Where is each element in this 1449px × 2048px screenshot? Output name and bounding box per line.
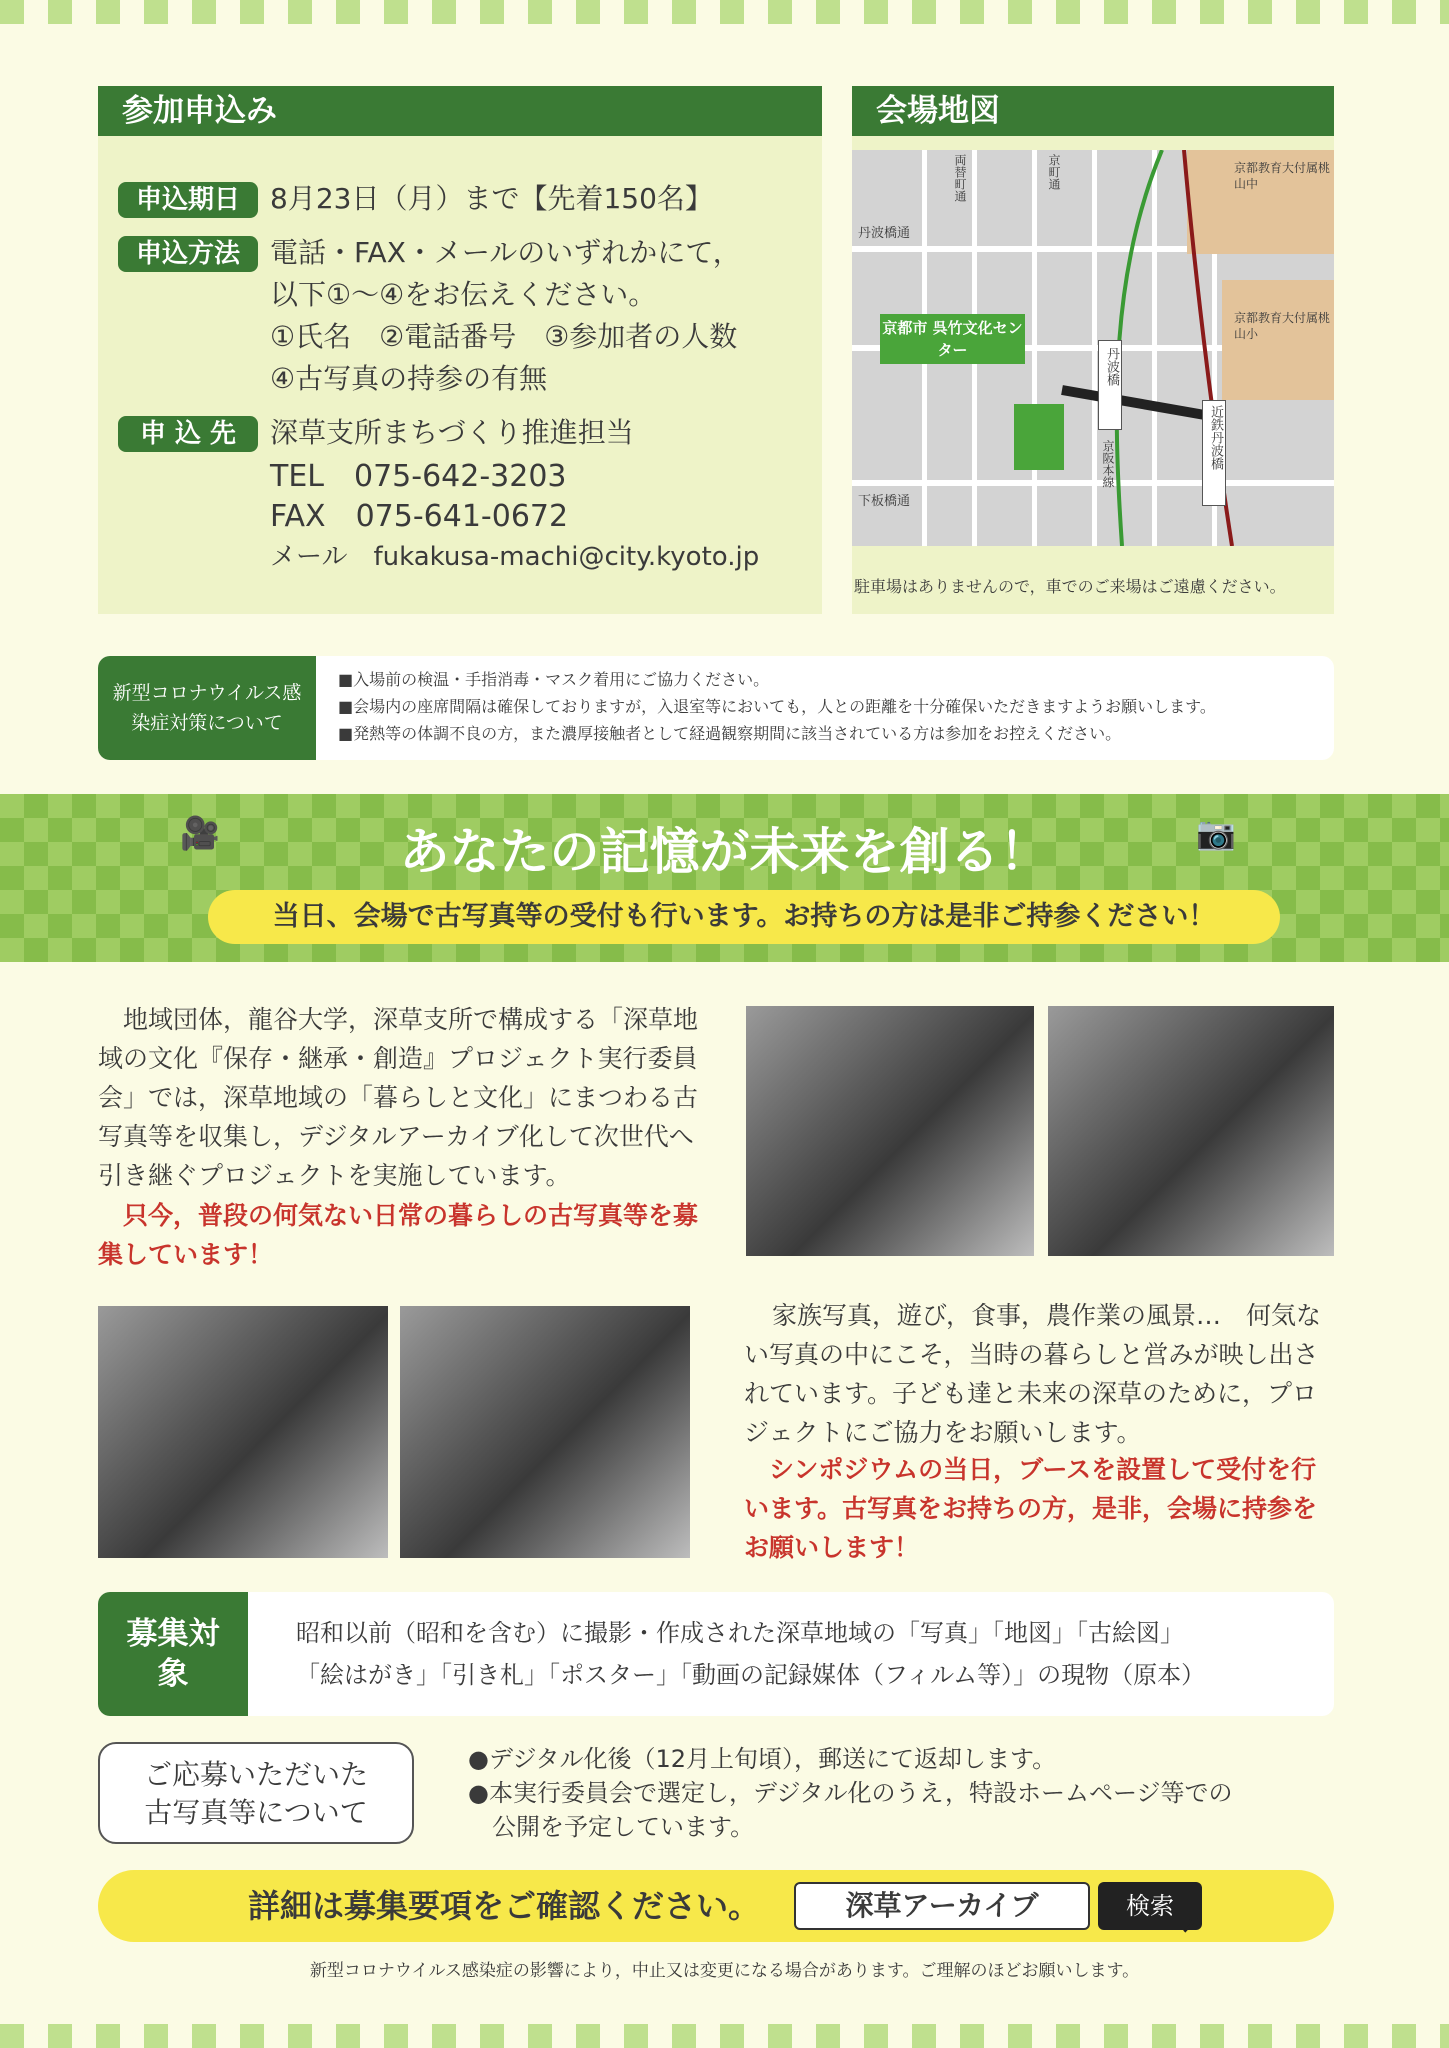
top-border [0, 0, 1449, 24]
photo-torii [746, 1006, 1034, 1256]
method-line: ①氏名 ②電話番号 ③参加者の人数 [270, 320, 738, 353]
map-panel [852, 86, 1334, 614]
covid-list [338, 666, 1216, 747]
target-panel [98, 1592, 1334, 1716]
road-label: 丹波橋通 [858, 226, 911, 241]
confirm-bar [98, 1870, 1334, 1942]
footer-notice: 新型コロナウイルス感染症の影響により，中止又は変更になる場合があります。ご理解のほどお願いします。 [309, 1961, 1140, 1981]
target-line: 昭和以前（昭和を含む）に撮影・作成された深草地域の「写真」「地図」「古絵図」 [296, 1619, 1184, 1647]
apply-header: 参加申込み [98, 86, 822, 136]
to-tag: 申 込 先 [118, 416, 258, 452]
banner [0, 794, 1449, 962]
target-tag: 募集対象 [98, 1592, 248, 1716]
deadline-tag: 申込期日 [118, 182, 258, 218]
to-name: 深草支所まちづくり推進担当 [270, 416, 634, 449]
road-label: 下板橋通 [858, 494, 911, 509]
school-label: 京都教育大付属桃山中 [1234, 161, 1331, 191]
method-line: 電話・FAX・メールのいずれかにて， [270, 236, 741, 269]
method-tag: 申込方法 [118, 236, 258, 272]
photos-text: 家族写真，遊び，食事，農作業の風景… 何気ない写真の中にこそ，当時の暮らしと営みが映し出されています。子ども達と未来の深草のために，プロジェクトにご協力をお願いします。 [744, 1301, 1322, 1447]
return-tag: ご応募いただいた古写真等について [98, 1742, 414, 1844]
intro-text: 地域団体，龍谷大学，深草支所で構成する「深草地域の文化『保存・継承・創造』プロジェクト実行委員会」では，深草地域の「暮らしと文化」にまつわる古写真等を収集し，デジタルアーカイブ化して次世代へ引き継ぐプロジェクトを実施しています。 [98, 1005, 699, 1190]
deadline-text: 8月23日（月）まで【先着150名】 [270, 182, 713, 215]
return-item: 公開を予定しています。 [492, 1813, 755, 1841]
rail-label: 京阪本線 [1101, 440, 1115, 488]
confirm-text: 詳細は募集要項をご確認ください。 [248, 1887, 761, 1925]
search-button[interactable]: 検索 [1098, 1882, 1202, 1930]
photos-red: シンポジウムの当日，ブースを設置して受付を行います。古写真をお持ちの方，是非，会場に持参をお願いします！ [744, 1455, 1318, 1562]
method-line: ④古写真の持参の有無 [270, 362, 548, 395]
apply-panel [98, 86, 822, 614]
film-camera-icon: 🎥 [180, 814, 220, 852]
method-line: 以下①～④をお伝えください。 [270, 278, 657, 311]
target-line: 「絵はがき」「引き札」「ポスター」「動画の記録媒体（フィルム等）」の現物（原本） [296, 1661, 1206, 1689]
photo-family [98, 1306, 388, 1558]
tel: TEL 075-642-3203 [270, 459, 567, 494]
cursor-icon: ➚ [1180, 1910, 1202, 1940]
banner-title: あなたの記憶が未来を創る！ [399, 823, 1050, 881]
map-note: 駐車場はありませんので，車でのご来場はご遠慮ください。 [854, 577, 1286, 596]
search-input[interactable]: 深草アーカイブ [794, 1882, 1090, 1930]
intro-red: 只今，普段の何気ない日常の暮らしの古写真等を募集しています！ [98, 1201, 699, 1269]
station-label: 近鉄丹波橋 [1202, 400, 1226, 506]
station-label: 丹波橋 [1098, 340, 1122, 430]
covid-panel [98, 656, 1334, 760]
fax: FAX 075-641-0672 [270, 499, 569, 534]
road-label: 両替町通 [953, 154, 967, 202]
covid-title: 新型コロナウイルス感染症対策について [98, 656, 316, 760]
covid-item: ■会場内の座席間隔は確保しておりますが，入退室等においても，人との距離を十分確保いただきますようお願いします。 [338, 697, 1216, 716]
return-list [468, 1742, 1232, 1844]
covid-item: ■発熱等の体調不良の方，また濃厚接触者として経過観察期間に該当されている方は参加をお控えください。 [338, 724, 1122, 743]
map [852, 150, 1334, 546]
venue-label: 京都市 呉竹文化センター [880, 314, 1025, 364]
banner-sub: 当日、会場で古写真等の受付も行います。お持ちの方は是非ご持参ください！ [208, 890, 1280, 944]
covid-item: ■入場前の検温・手指消毒・マスク着用にご協力ください。 [338, 670, 770, 689]
method-text [270, 232, 741, 400]
photo-street [400, 1306, 690, 1558]
school-label: 京都教育大付属桃山小 [1234, 311, 1331, 341]
mail: メール fukakusa-machi@city.kyoto.jp [270, 542, 760, 572]
road-label: 京町通 [1047, 154, 1061, 190]
camera-icon: 📷 [1196, 814, 1236, 852]
photo-horse [1048, 1006, 1334, 1256]
return-item: ●本実行委員会で選定し，デジタル化のうえ，特設ホームページ等での [468, 1779, 1233, 1807]
return-item: ●デジタル化後（12月上旬頃），郵送にて返却します。 [468, 1745, 1057, 1773]
map-header: 会場地図 [852, 86, 1334, 136]
bottom-border [0, 2024, 1449, 2048]
